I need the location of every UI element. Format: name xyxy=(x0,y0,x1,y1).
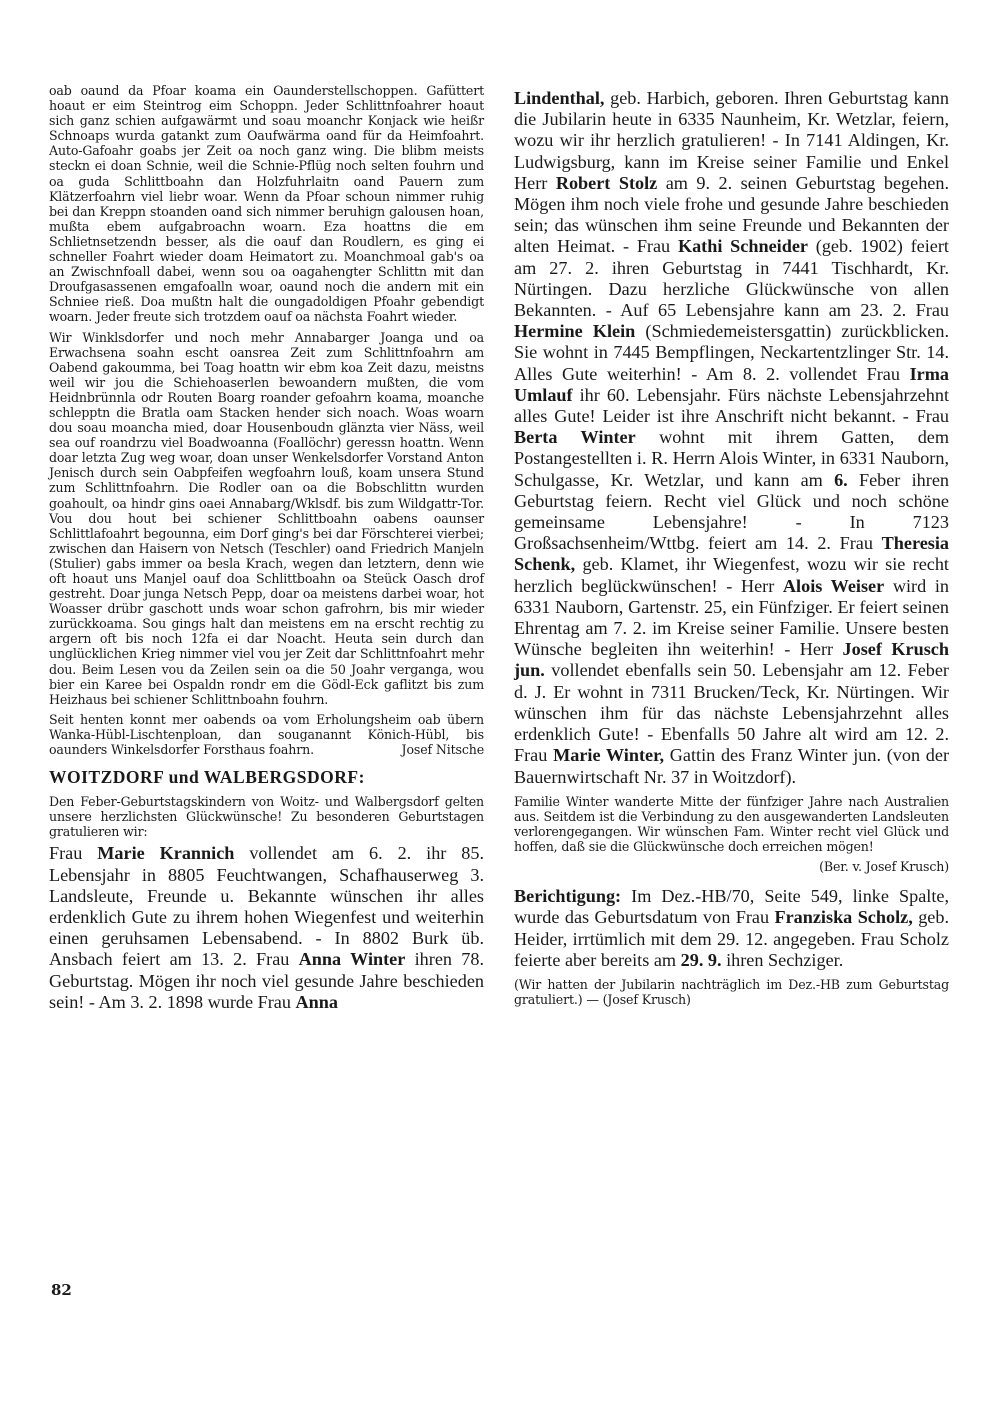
text-run: geb. Klamet, ihr Wiegenfest, wozu wir sie recht herzlich beglückwünschen! - Herr xyxy=(514,554,949,596)
sledding-story-paragraph-1: oab oaund da Pfoar koama ein Oaunderstellschoppen. Gafüttert hoaut er eim Steintrog eim Schoppn. Jeder Schlittnfoahrer hoaut sich ganz schien aufgawärmt und soau moanchr Konjack wie heißr Schnoaps wurda gatankt zum Oaufwärma oand für da Heimfoahrt. Auto-Gafoahr goabs jer Zeit oa noch ganz wing. Die blibm meists steckn ei doan Schnie, weil die Schnie-Pflüg noch selten fouhrn und oa guda Schlittboahn dan Holzfuhrlaitn oand Pauern zum Klätzerfoahrn viel liebr woar. Wenn da Pfoar schoun nimmer ruhig bei dan Kreppn stoanden oand sich nimmer beruhign galousen hoan, mußta ebem aufgabroachn woarn. Eza hoattns die em Schlietnsetzendn besser, als die oauf dan Roudlern, es ging ei schneller Foahrt wieder doam Heimatort zu. Moanchmoal gab's oa an Zwischnfoall dabei, wenn sou oa oagahengter Schlittn mit dan Droufgasassenen emgafoalln woar, oaund noch die andern mit ein Schniee rieß. Doa mußtn halt die oungadoldigen Pfoahr gebendigt woarn. Jeder freute sich trotzdem oauf oa nächsta Foahrt wieder. xyxy=(49,83,484,325)
name-kathi-schneider: Kathi Schneider xyxy=(677,236,808,257)
text-run: geb. Heider, irrtümlich mit dem 29. 12. angegeben. Frau Scholz feierte aber bereits am xyxy=(514,907,949,970)
text-run: Feber ihren Geburtstag feiern. Recht viel Glück und noch schöne gemeinsame Lebensjahre! - In 7123 Großsachsenheim/Wttbg. feiert am 14. 2. Frau xyxy=(514,469,949,554)
name-hermine-klein: Hermine Klein xyxy=(514,321,636,342)
text-run: geb. Harbich, geboren. Ihren Geburtstag kann die Jubilarin heute in 6335 Naunheim, Kr. Wetzlar, feiern, wozu wir ihr herzlich gratulieren! - In 7141 Aldingen, Kr. Ludwigsburg, kann im Kreise seiner Familie und Enkel Herr xyxy=(514,88,949,193)
text-run: wohnt mit ihrem Gatten, dem Postangestellten i. R. Herrn Alois Winter, in 6331 Nauborn, Schulgasse, Kr. Wetzlar, und kann am xyxy=(514,427,950,490)
text-run: ihren 78. Geburtstag. Mögen ihr noch viel gesunde Jahre beschieden sein! - Am 3. 2. 1898 wurde Frau xyxy=(49,949,485,1012)
name-theresia-schenk: Theresia Schenk, xyxy=(514,533,949,575)
text-run: ihren Sechziger. xyxy=(721,949,844,970)
name-alois-weiser: Alois Weiser xyxy=(782,575,885,596)
correction-notice xyxy=(514,886,949,971)
text-run: vollendet am 6. 2. ihr 85. Lebensjahr in 8805 Feuchtwangen, Schafhauserweg 3. Landsleute, Freunde u. Bekannte wünschen ihr alles erdenklich Gute zu ihrem hohen Wiegenfest und weiterhin einen geruhsamen Lebensabend. - In 8802 Burk üb. Ansbach feiert am 13. 2. Frau xyxy=(49,843,484,970)
sledding-story-paragraph-3 xyxy=(49,712,484,757)
birthday-announcements-left xyxy=(49,843,484,1013)
name-berta-winter: Berta Winter xyxy=(514,427,636,448)
text-run: Frau xyxy=(49,843,98,864)
sledding-story-paragraph-3-text: Seit henten konnt mer oabends oa vom Erholungsheim oab übern Wanka-Hübl-Lischtenploan, dan souganannt Könich-Hübl, bis oaunders Winkelsdorfer Forsthaus foahrn. xyxy=(49,711,484,758)
sledding-story-paragraph-2: Wir Winklsdorfer und noch mehr Annabarger Joanga und oa Erwachsena soahn escht oansrea Zeit zum Schlittnfoahrn am Oabend gakoumma, bei Toag hoattn wir ebm koa Zeit dazu, meistns weil wir jou die Schiehoaserlen bewoandern mußten, die vom Heidnbrünnla odr Routen Boarg roander gefoahrn koama, moanche schlepptn die Bratla oam Stacken hender sich noach. Woas woarn dou soau moancha mied, doar Housenboudn glänzta vier Näss, weil sea ouf roandrzu viel Boadwoanna (Foallöchr) geressn hoattn. Wenn doar letzta Zug weg woar, doan unser Wenkelsdorfer Vorstand Anton Jenisch durch sein Oabpfeifen wegfoahrn louß, koam unsera Stund zum Schlittnfoahrn. Die Rodler oan oa die Bobschlittn wurden goahoult, oa hindr gins oaei Annabarg/Wklsdf. bis zum Wildgattr-Tor. Vou dou hout bei schiener Schlittboahn oabens oaunser Schlittlafoahrt begounna, eim Dorf ging's bei dar Förschterei vierbei; zwischen dan Haisern von Netsch (Teschler) oand Friedrich Manjeln (Stulier) gabs immer oa besla Krach, wegen dan letztern, denn wie oft hoaut uns Manjel oauf doa Schlittboahn oa Steück Oasch drof gestreht. Doar junga Netsch Pepp, doar oa meistens darbei woar, hot Woasser drübr gaschott unds woar schon gafrohrn, bis mir wieder zurückkoama. Sou gings halt dan meistens em na erscht rechtig zu argern oft bis noch 12fa ei dar Noacht. Heuta sein durch dan unglücklichen Krieg nimmer viel vou jer Zeit dar Schlittnfoahrt mehr dou. Beim Lesen vou da Zeilen sein oa die 50 Joahr verganga, wou bier ein Karee bei Ospaldn rondr em die Gödl-Eck gaflitzt bis zum Heizhaus bei schiener Schlittnboahn fouhrn. xyxy=(49,329,484,707)
emigration-credit: (Ber. v. Josef Krusch) xyxy=(819,859,949,875)
text-run: (geb. 1902) feiert am 27. 2. ihren Geburtstag in 7441 Tischhardt, Kr. Nürtingen. Dazu herzliche Glückwünsche von allen Bekannten. - Auf 65 Lebensjahre kann am 23. 2. Frau xyxy=(514,236,949,321)
section-heading-woitzdorf: WOITZDORF und WALBERGSDORF: xyxy=(49,767,365,788)
text-run: Gattin des Franz Winter jun. (von der Bauernwirtschaft Nr. 37 in Woitzdorf). xyxy=(514,745,949,787)
text-run: wird in 6331 Nauborn, Gartenstr. 25, ein Fünfziger. Er feiert seinen Ehrentag am 7. 2. im Kreise seiner Familie. Unsere besten Wünsche begleiten ihn weiterhin! - Herr xyxy=(514,575,949,660)
name-robert-stolz: Robert Stolz xyxy=(555,172,658,193)
name-franziska-scholz: Franziska Scholz, xyxy=(774,907,913,928)
name-anna-winter: Anna Winter xyxy=(298,949,406,970)
text-run: Im Dez.-HB/70, Seite 549, linke Spalte, wurde das Geburtsdatum von Frau xyxy=(514,886,949,928)
left-column xyxy=(49,83,484,1013)
name-marie-winter: Marie Winter, xyxy=(553,745,665,766)
text-run: ihr 60. Lebensjahr. Fürs nächste Lebensjahrzehnt alles Gute! Leider ist ihre Anschrift nicht bekannt. - Frau xyxy=(514,384,949,427)
name-lindenthal: Lindenthal, xyxy=(514,88,605,108)
page-number: 82 xyxy=(51,1281,72,1299)
birthday-intro: Den Feber-Geburtstagskindern von Woitz- und Walbergsdorf gelten unsere herzlichsten Glückwünsche! Zu besonderen Geburtstagen gratulieren wir: xyxy=(49,794,484,840)
birthday-announcements-right xyxy=(514,88,949,788)
author-signature: Josef Nitsche xyxy=(401,742,484,758)
name-josef-krusch-jun: Josef Krusch jun. xyxy=(514,639,949,681)
emigration-note: Familie Winter wanderte Mitte der fünfziger Jahre nach Australien aus. Seitdem ist die Verbindung zu den ausgewanderten Landsleuten verlorengegangen. Wir wünschen Fam. Winter recht viel Glück und hoffen, daß sie die Glückwünsche doch erreichen mögen! xyxy=(514,793,949,854)
correction-label: Berichtigung: xyxy=(514,886,622,907)
date-6: 6. xyxy=(834,469,848,490)
right-column xyxy=(514,88,949,1007)
name-marie-krannich: Marie Krannich xyxy=(97,843,235,864)
name-anna-lindenthal-start: Anna xyxy=(295,991,338,1012)
text-run: am 9. 2. seinen Geburtstag begehen. Mögen ihm noch viele frohe und gesunde Jahre beschieden sein; das wünschen ihm seine Freunde und Bekannten der alten Heimat. - Frau xyxy=(514,172,950,257)
closing-note: (Wir hatten der Jubilarin nachträglich im Dez.-HB zum Geburtstag gratuliert.) — (Josef Krusch) xyxy=(514,976,949,1008)
corrected-date: 29. 9. xyxy=(680,949,722,970)
name-irma-umlauf: Irma Umlauf xyxy=(514,363,949,405)
text-run: vollendet ebenfalls sein 50. Lebensjahr am 12. Feber d. J. Er wohnt in 7311 Brucken/Teck, Kr. Nürtingen. Wir wünschen ihm für das nächste Lebensjahrzehnt alles erdenklich Gute! - Ebenfalls 50 Jahre alt wird am 12. 2. Frau xyxy=(514,660,949,766)
text-run: (Schmiedemeistersgattin) zurückblicken. Sie wohnt in 7445 Bempflingen, Neckartentzlinger Str. 14. Alles Gute weiterhin! - Am 8. 2. vollendet Frau xyxy=(514,321,949,384)
